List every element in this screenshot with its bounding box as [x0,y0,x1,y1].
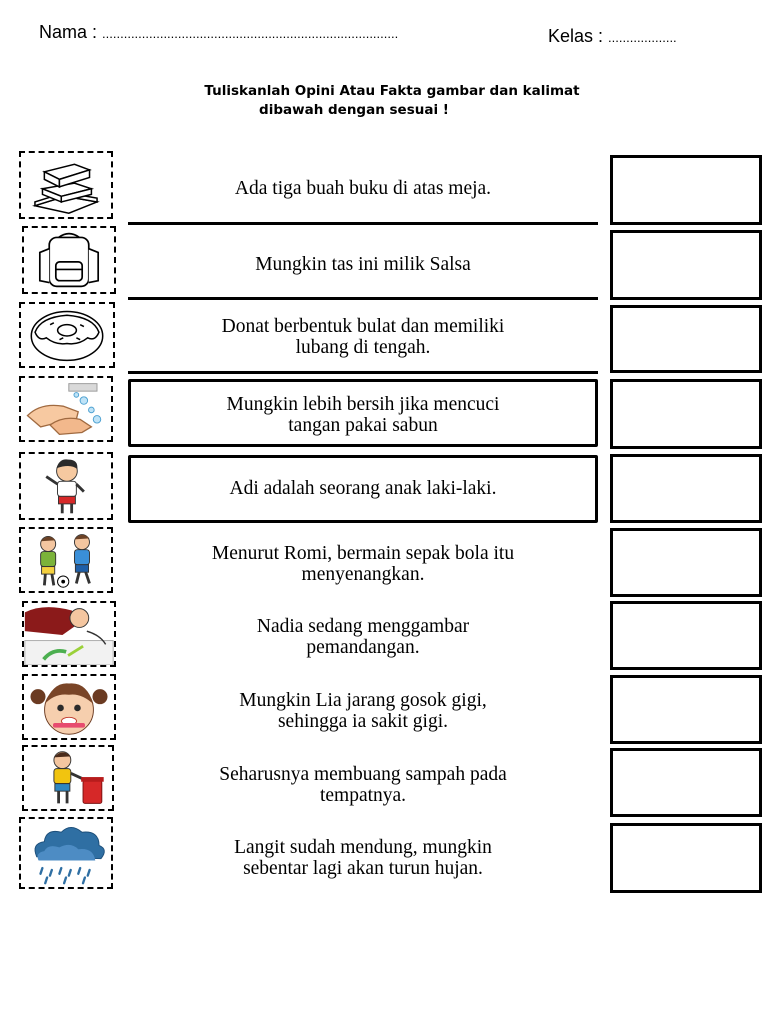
sentence-8 [128,690,598,732]
books-icon [19,151,113,219]
sentence-5 [128,455,598,523]
answer-box-2[interactable] [610,230,762,300]
answer-box-8[interactable] [610,675,762,744]
answer-box-4[interactable] [610,379,762,449]
sentence-3-line-1: Donat berbentuk bulat dan memiliki [221,316,505,337]
kelas-field[interactable] [548,26,677,47]
sentence-3-line-2: lubang di tengah. [295,337,431,358]
sentence-9 [128,764,598,806]
rain-cloud-icon [19,817,113,889]
sentence-4 [128,379,598,447]
kelas-label: Kelas : [548,26,604,46]
answer-box-9[interactable] [610,748,762,817]
divider-1 [128,222,598,225]
sentence-8-line-2: sehingga ia sakit gigi. [277,711,449,732]
answer-box-3[interactable] [610,305,762,373]
sentence-9-line-2: tempatnya. [319,785,407,806]
sentence-5-line-1: Adi adalah seorang anak laki-laki. [229,478,497,499]
sentence-7 [128,616,598,658]
divider-2 [128,297,598,300]
answer-box-6[interactable] [610,528,762,597]
sentence-4-line-2: tangan pakai sabun [288,415,438,436]
donut-icon [19,302,115,368]
divider-3 [128,371,598,374]
nama-blank[interactable]: .................................................................................. [102,26,399,41]
nama-field[interactable] [39,22,398,43]
sentence-3 [128,316,598,358]
sentence-2-line-1: Mungkin tas ini milik Salsa [255,254,471,275]
sentence-9-line-1: Seharusnya membuang sampah pada [219,764,507,785]
answer-box-5[interactable] [610,454,762,523]
instruction-line-1: Tuliskanlah Opini Atau Fakta gambar dan kalimat [204,83,580,99]
football-kids-icon [19,527,113,593]
drawing-girl-icon [22,601,116,667]
sentence-1-line-1: Ada tiga buah buku di atas meja. [234,178,492,199]
sentence-10-line-1: Langit sudah mendung, mungkin [234,837,492,858]
sentence-7-line-1: Nadia sedang menggambar [256,616,470,637]
trash-boy-icon [22,745,114,811]
answer-box-7[interactable] [610,601,762,670]
sentence-4-line-1: Mungkin lebih bersih jika mencuci [226,394,500,415]
toothache-girl-icon [22,674,116,740]
sentence-6-line-2: menyenangkan. [301,564,425,585]
instruction-line-2: dibawah dengan sesuai ! [259,102,449,118]
sentence-7-line-2: pemandangan. [306,637,420,658]
sentence-1 [128,178,598,199]
kelas-blank[interactable]: ................... [608,30,677,45]
sentence-2 [128,254,598,275]
sentence-10-line-2: sebentar lagi akan turun hujan. [243,858,483,879]
handwash-icon [19,376,113,442]
answer-box-10[interactable] [610,823,762,893]
backpack-icon [22,226,116,294]
sentence-8-line-1: Mungkin Lia jarang gosok gigi, [239,690,487,711]
answer-box-1[interactable] [610,155,762,225]
sentence-6 [128,543,598,585]
sentence-10 [128,837,598,879]
boy-icon [19,452,113,520]
sentence-6-line-1: Menurut Romi, bermain sepak bola itu [211,543,515,564]
nama-label: Nama : [39,22,98,42]
